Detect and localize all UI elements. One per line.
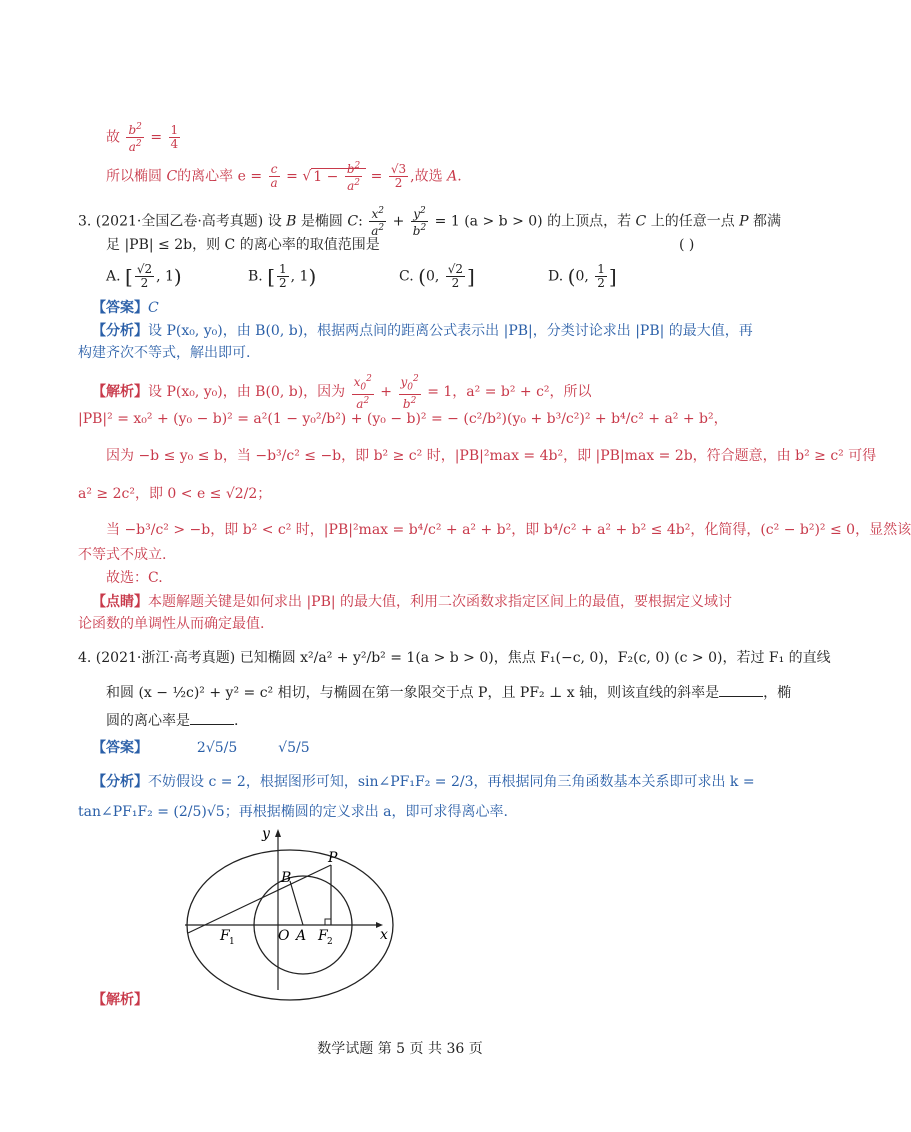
solution-3-line3: 因为 −b ≤ y₀ ≤ b，当 −b³/c² ≤ −b，即 b² ≥ c² 时，|PB|²max = 4b²，即 |PB|max = 2b，符合题意，由 b² ≥ c² 可得 xyxy=(106,448,877,464)
text: 设 P(x₀, y₀)，由 B(0, b)，根据两点间的距离公式表示出 |PB|，分类讨论求出 |PB| 的最大值，再 xyxy=(148,323,753,339)
answer-tag: 【答案】 xyxy=(92,740,148,756)
page-footer: 数学试题 第 5 页 共 36 页 xyxy=(317,1041,483,1057)
question-4-line2 xyxy=(106,683,791,703)
answer-value-2: √5/5 xyxy=(278,740,310,756)
option-d: D. (0, $\frac{1}{2}$ ] xyxy=(548,262,617,290)
text: ，a² = b² + c²，所以 xyxy=(452,384,592,401)
answer-tag: 【答案】 xyxy=(92,300,148,316)
question-4-line1: 4. (2021·浙江·高考真题) 已知椭圆 x²/a² + y²/b² = 1(a > b > 0)，焦点 F₁(−c, 0)，F₂(c, 0) (c > 0)，若过 F₁ 的直线 xyxy=(78,650,831,666)
label-x: x xyxy=(380,927,388,943)
solution-3-line2: |PB|² = x₀² + (y₀ − b)² = a²(1 − y₀²/b²) + (y₀ − b)² = − (c²/b²)(y₀ + b³/c²)² + b⁴/c² + a² + b²， xyxy=(78,411,728,427)
option-c: C. (0, $\frac{√2}{2}$ ] xyxy=(399,262,475,290)
text: 圆的离心率是 xyxy=(106,713,190,729)
question-3-line2: 足 |PB| ≤ 2b，则 C 的离心率的取值范围是 xyxy=(106,237,380,253)
solution-3-line4: a² ≥ 2c²，即 0 < e ≤ √2/2； xyxy=(78,486,272,502)
solution-tag: 【解析】 xyxy=(92,992,148,1008)
note-3-line1 xyxy=(92,592,732,612)
radius-ab xyxy=(290,881,303,925)
solution-3-line1: 【解析】设 P(x₀, y₀)，由 B(0, b)，因为 $\frac{x_0^2}{a^2}$ + $\frac{y_0^2}{b^2}$ = 1，a² = b² + c²，所以 xyxy=(92,374,592,412)
text: 是椭圆 xyxy=(300,213,343,230)
text: 设 P(x₀, y₀)，由 B(0, b)，因为 xyxy=(148,384,346,401)
text: A. xyxy=(106,268,121,285)
text: 3. (2021·全国乙卷·高考真题) 设 xyxy=(78,213,282,230)
text: B. xyxy=(248,268,263,285)
answer-4 xyxy=(92,738,310,758)
text: C. xyxy=(399,268,414,285)
analysis-tag: 【分析】 xyxy=(92,323,148,339)
answer-blank-1[interactable] xyxy=(719,684,763,697)
solution-line-eccentricity: 所以椭圆 C的离心率 e = $\frac{c}{a}$ = √ 1 − $\frac{b^2}{a^2}$ = $\frac{√3}{2}$ ,故选 A. xyxy=(106,161,462,193)
analysis-3-line1 xyxy=(92,321,753,341)
label-f1-sub: 1 xyxy=(229,937,235,947)
text: 本题解题关键是如何求出 |PB| 的最大值，利用二次函数求指定区间上的最值，要根据定义域讨 xyxy=(148,594,733,610)
text: D. xyxy=(548,268,564,285)
text: 上的任意一点 xyxy=(650,213,735,230)
label-p: P xyxy=(328,850,338,866)
text: 的离心率 e = xyxy=(177,168,263,185)
option-b: B. [ $\frac{1}{2}$ , 1) xyxy=(248,262,317,290)
right-angle-mark xyxy=(325,919,331,925)
question-3-line1: 3. (2021·全国乙卷·高考真题) 设 B 是椭圆 C: $\frac{x^2}{a^2}$ + $\frac{y^2}{b^2}$ = 1 (a > b > 0) 的上顶点，若 C 上的任意一点 P 都满 xyxy=(78,206,782,238)
analysis-4-line2: tan∠PF₁F₂ = (2/5)√5；再根据椭圆的定义求出 a，即可求得离心率. xyxy=(78,804,508,820)
note-3-line2: 论函数的单调性从而确定最值. xyxy=(78,616,265,632)
text: ,故选 xyxy=(410,168,443,185)
label-f2: F xyxy=(318,928,328,944)
answer-value: C xyxy=(148,300,159,316)
analysis-3-line2: 构建齐次不等式，解出即可. xyxy=(78,345,251,361)
solution-3-line5: 当 −b³/c² > −b，即 b² < c² 时，|PB|²max = b⁴/c² + a² + b²，即 b⁴/c² + a² + b² ≤ 4b²，化简得，(c² − b²)² ≤ 0，显然该 xyxy=(106,522,911,538)
label-b: B xyxy=(281,870,292,886)
label-f1: F xyxy=(220,928,230,944)
text: 故 xyxy=(106,129,120,146)
label-o: O xyxy=(278,928,290,944)
text: 不妨假设 c = 2，根据图形可知，sin∠PF₁F₂ = 2/3，再根据同角三角函数基本关系即可求出 k = xyxy=(148,774,755,790)
label-f2-sub: 2 xyxy=(327,937,333,947)
answer-3 xyxy=(92,298,159,318)
text: 所以椭圆 xyxy=(106,168,162,185)
answer-value-1: 2√5/5 xyxy=(196,740,238,756)
answer-parentheses: ( ) xyxy=(679,237,695,253)
answer-blank-2[interactable] xyxy=(190,712,234,725)
solution-line-ratio: 故 $\frac{b^2}{a^2}$ = $\frac{1}{4}$ xyxy=(106,122,179,154)
text: ，椭 xyxy=(763,685,792,701)
solution-4-tag xyxy=(92,990,148,1010)
text: . xyxy=(234,713,239,729)
label-y: y xyxy=(262,826,270,842)
y-axis-arrow xyxy=(275,829,281,837)
question-4-line3 xyxy=(106,711,238,731)
label-a: A xyxy=(296,928,307,944)
solution-tag: 【解析】 xyxy=(92,384,148,401)
ellipse-figure xyxy=(180,822,410,992)
solution-3-line6: 不等式不成立. xyxy=(78,547,167,563)
solution-3-line7: 故选：C. xyxy=(106,570,163,586)
text: (a > b > 0) 的上顶点，若 xyxy=(464,213,632,230)
option-a: A. [ $\frac{√2}{2}$ , 1) xyxy=(106,262,182,290)
note-tag: 【点睛】 xyxy=(92,594,148,610)
tangent-line xyxy=(188,865,331,933)
analysis-tag: 【分析】 xyxy=(92,774,148,790)
text: 都满 xyxy=(753,213,782,230)
text: 和圆 (x − ½c)² + y² = c² 相切，与椭圆在第一象限交于点 P，且 PF₂ ⊥ x 轴，则该直线的斜率是 xyxy=(106,685,720,701)
analysis-4-line1 xyxy=(92,772,755,792)
